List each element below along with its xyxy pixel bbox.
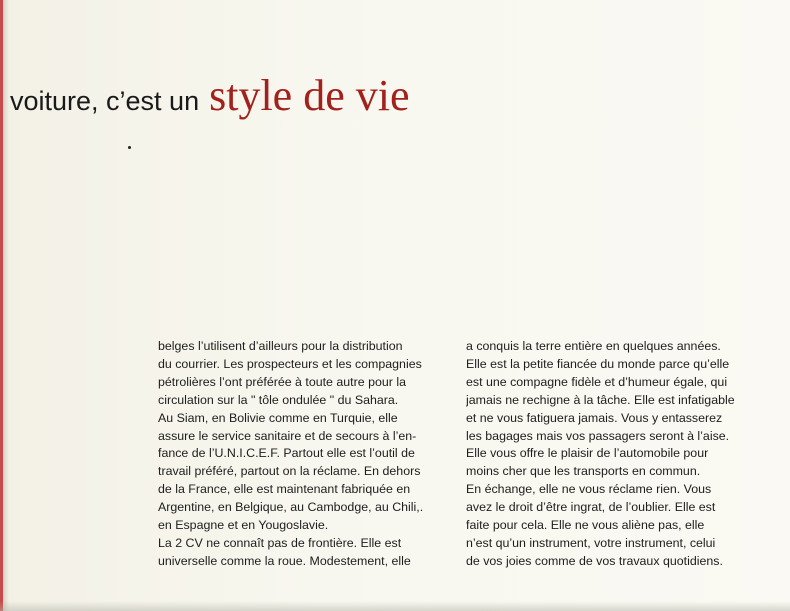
text-line: assure le service sanitaire et de secours à l’en- [158, 428, 417, 443]
page-bottom-edge [0, 601, 790, 611]
text-line: est une compagne fidèle et d’humeur égale, qui [466, 374, 728, 389]
text-line: belges l’utilisent d’ailleurs pour la distribution [158, 339, 403, 353]
headline-lead: voiture, c’est un [10, 86, 200, 116]
text-line: Argentine, en Belgique, au Cambodge, au Chili,. [158, 500, 424, 515]
text-line: La 2 CV ne connaît pas de frontière. Elle est [158, 535, 402, 550]
text-line: Elle vous offre le plaisir de l’automobile pour [466, 446, 709, 461]
text-column-left [158, 338, 454, 571]
text-line: pétrolières l’ont préférée à toute autre pour la [158, 374, 406, 389]
text-line: du courrier. Les prospecteurs et les compagnies [158, 356, 422, 371]
text-line: circulation sur la " tôle ondulée " du Sahara. [158, 392, 399, 407]
ink-dot [128, 146, 131, 149]
text-line: Elle est la petite fiancée du monde parce qu’elle [466, 356, 730, 371]
text-line: universelle comme la roue. Modestement, elle [158, 553, 411, 568]
text-line: Au Siam, en Bolivie comme en Turquie, elle [158, 410, 398, 425]
text-line: n’est qu’un instrument, votre instrument, celui [466, 535, 716, 550]
text-line: et ne vous fatiguera jamais. Vous y entasserez [466, 410, 723, 425]
text-line: a conquis la terre entière en quelques années. [466, 339, 721, 353]
page-gutter-shadow [3, 0, 9, 611]
text-line: de vos joies comme de vos travaux quotidiens. [466, 553, 723, 568]
headline [10, 70, 409, 121]
text-column-right [466, 338, 764, 571]
text-line: jamais ne rechigne à la tâche. Elle est infatigable [466, 392, 735, 407]
text-line: les bagages mais vos passagers seront à l’aise. [466, 428, 730, 443]
text-line: en Espagne et en Yougoslavie. [158, 518, 329, 533]
headline-accent: style de vie [209, 71, 410, 120]
text-line: moins cher que les transports en commun. [466, 464, 701, 479]
text-line: de la France, elle est maintenant fabriquée en [158, 482, 411, 497]
text-line: faite pour cela. Elle ne vous aliène pas, elle [466, 518, 705, 533]
text-line: travail préféré, partout on la réclame. En dehors [158, 464, 421, 479]
text-line: fance de l’U.N.I.C.E.F. Partout elle est l’outil de [158, 446, 415, 461]
text-line: avez le droit d’être ingrat, de l’oublier. Elle est [466, 500, 716, 515]
text-line: En échange, elle ne vous réclame rien. Vous [466, 482, 712, 497]
